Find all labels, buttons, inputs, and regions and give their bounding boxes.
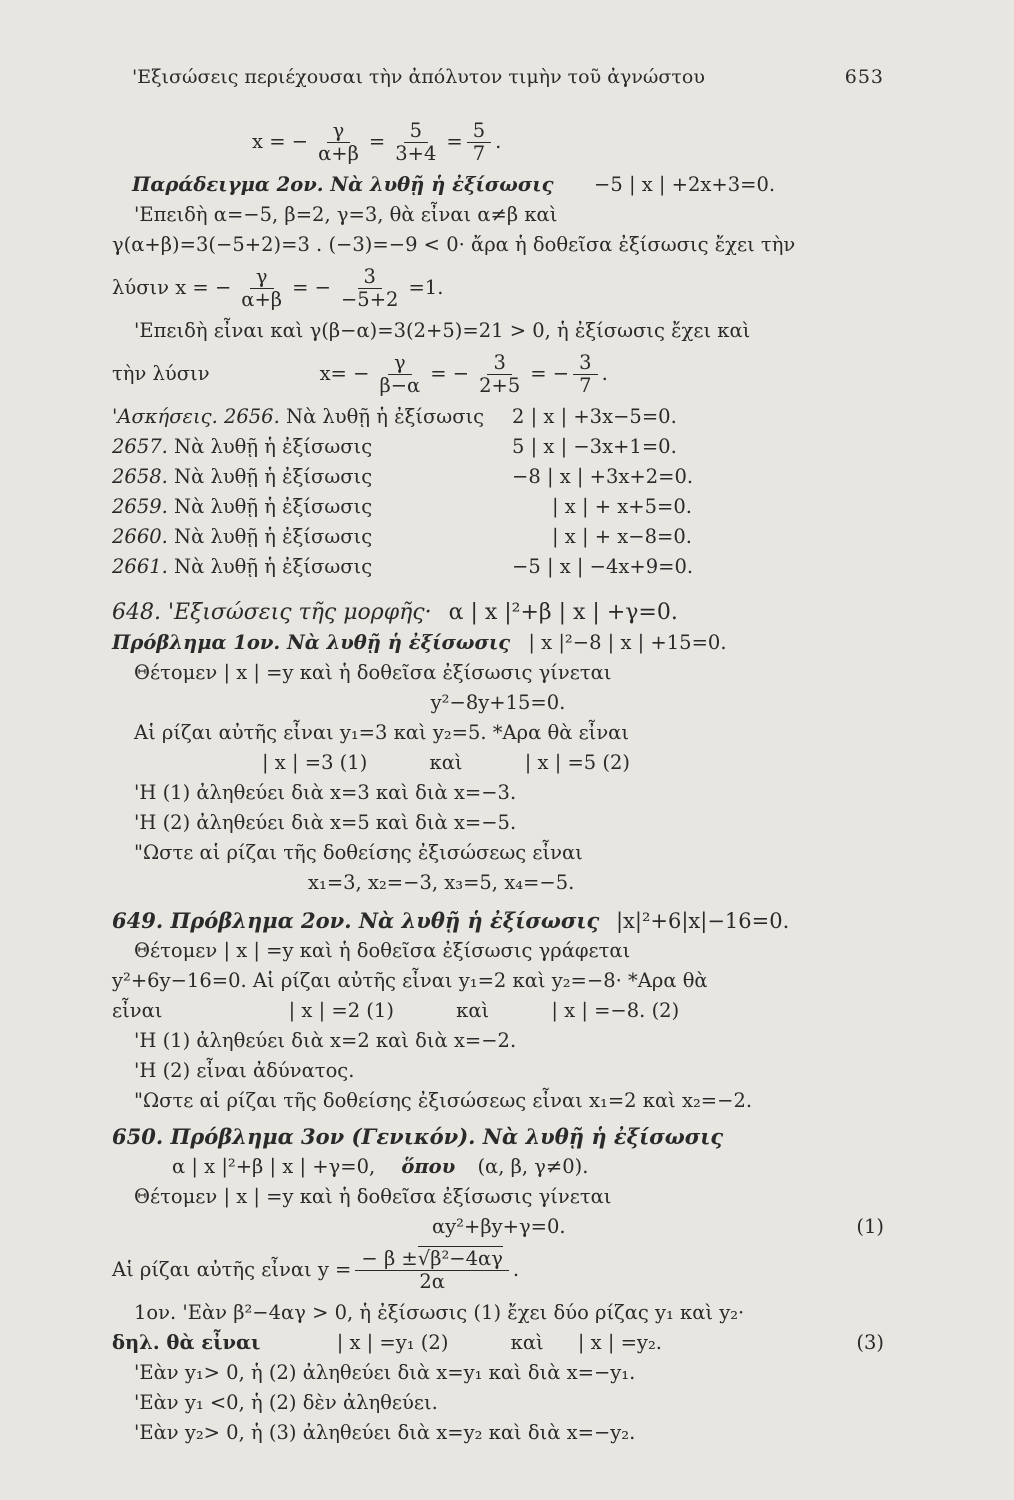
math-text: | x | =−8. (2): [551, 999, 680, 1022]
math-text: = −: [292, 276, 331, 299]
text-line: Θέτομεν | x | =y καὶ ἡ δοθεῖσα ἐξίσωσις γίνεται: [134, 661, 612, 684]
exercise-equation: 2 | x | +3x−5=0.: [512, 405, 677, 428]
section-title: 649. Πρόβλημα 2ον. Νὰ λυθῇ ἡ ἐξίσωσις: [112, 908, 600, 933]
text-line: 'Η (1) ἀληθεύει διὰ x=2 καὶ διὰ x=−2.: [134, 1029, 517, 1052]
exercise-text: Νὰ λυθῇ ἡ ἐξίσωσις: [174, 525, 373, 548]
fraction: [473, 352, 526, 397]
text-line: 'Η (1) ἀληθεύει διὰ x=3 καὶ διὰ x=−3.: [134, 781, 517, 804]
problem-equation: | x |²−8 | x | +15=0.: [528, 631, 727, 654]
denominator: −5+2: [340, 287, 399, 311]
math-text: ὅπου: [401, 1155, 456, 1178]
exercise-label: 'Ασκήσεις. 2656.: [112, 405, 280, 428]
math-text: καὶ: [456, 999, 490, 1022]
example-title: Παράδειγμα 2ον. Νὰ λυθῇ ἡ ἐξίσωσις: [132, 173, 554, 196]
problem-heading: [112, 628, 884, 658]
denominator: 2α: [419, 1269, 445, 1293]
numerator: γ: [327, 120, 351, 143]
math-text: καὶ: [429, 751, 463, 774]
fraction: [355, 1248, 508, 1293]
math-text: x= −: [319, 362, 370, 385]
numerator: 3: [573, 352, 597, 375]
exercise-equation: | x | + x−8=0.: [552, 525, 692, 548]
fraction: [389, 120, 442, 165]
text-line: 'Επειδὴ εἶναι καὶ γ(β−α)=3(2+5)=21 > 0, ἡ ἐξίσωσις ἔχει καὶ: [134, 319, 751, 342]
math-text: Αἱ ρίζαι αὐτῆς εἶναι y =: [112, 1258, 352, 1281]
equation-line: [112, 1242, 884, 1298]
example-heading: [112, 170, 884, 200]
exercise-text: Νὰ λυθῇ ἡ ἐξίσωσις: [174, 555, 373, 578]
exercise-label: 2661.: [112, 555, 168, 578]
exercise-equation: −5 | x | −4x+9=0.: [512, 555, 694, 578]
denominator: 2+5: [479, 373, 521, 397]
numerator: γ: [388, 352, 412, 375]
exercise-label: 2658.: [112, 465, 168, 488]
math-text: | x | =5 (2): [524, 751, 631, 774]
exercise-item: [112, 522, 884, 552]
equation-line: [112, 260, 884, 316]
text-line: "Ωστε αἱ ρίζαι τῆς δοθείσης ἐξισώσεως εἶναι x₁=2 καὶ x₂=−2.: [134, 1089, 753, 1112]
fraction: [235, 266, 288, 311]
math-text: αy²+βy+γ=0.: [432, 1215, 566, 1238]
exercise-list: [112, 402, 884, 582]
section-equation: |x|²+6|x|−16=0.: [615, 909, 790, 933]
math-text: = −: [530, 362, 570, 385]
numerator: 5: [467, 120, 491, 143]
exercise-equation: −8 | x | +3x+2=0.: [512, 465, 694, 488]
section-equation: α | x |²+β | x | +γ=0.: [448, 600, 678, 625]
text-line: Αἱ ρίζαι αὐτῆς εἶναι y₁=3 καὶ y₂=5. *Αρα θὰ εἶναι: [134, 721, 629, 744]
exercise-item: [112, 402, 884, 432]
math-text: καὶ: [510, 1331, 544, 1354]
math-text: τὴν λύσιν: [112, 362, 210, 385]
exercise-equation: | x | + x+5=0.: [552, 495, 692, 518]
exercise-text: Νὰ λυθῇ ἡ ἐξίσωσις: [286, 405, 485, 428]
fraction: [573, 352, 597, 397]
text-line: 'Εὰν y₁> 0, ἡ (2) ἀληθεύει διὰ x=y₁ καὶ διὰ x=−y₁.: [134, 1361, 636, 1384]
section-title: 650. Πρόβλημα 3ον (Γενικόν). Νὰ λυθῇ ἡ ἐξίσωσις: [112, 1124, 724, 1149]
denominator: α+β: [241, 287, 283, 311]
text-line: 'Η (2) ἀληθεύει διὰ x=5 καὶ διὰ x=−5.: [134, 811, 517, 834]
text-line: 'Επειδὴ α=−5, β=2, γ=3, θὰ εἶναι α≠β καὶ: [134, 203, 558, 226]
page-number: 653: [844, 66, 884, 88]
numerator: 3: [358, 266, 382, 289]
denominator: 3+4: [395, 141, 437, 165]
equation-line: x₁=3, x₂=−3, x₃=5, x₄=−5.: [308, 871, 575, 894]
math-text: .: [601, 362, 608, 385]
math-text: .: [495, 130, 502, 153]
exercise-equation: 5 | x | −3x+1=0.: [512, 435, 677, 458]
math-text: | x | =2 (1): [288, 999, 394, 1022]
math-text: x = −: [252, 130, 309, 153]
running-title: 'Εξισώσεις περιέχουσαι τὴν ἀπόλυτον τιμὴν τοῦ ἀγνώστου: [132, 66, 705, 88]
fraction: [467, 120, 491, 165]
math-text: | x | =3 (1): [262, 751, 368, 774]
section-title: 648. 'Εξισώσεις τῆς μορφῆς·: [112, 600, 432, 625]
exercise-item: [112, 462, 884, 492]
text-line: Θέτομεν | x | =y καὶ ἡ δοθεῖσα ἐξίσωσις γράφεται: [134, 939, 631, 962]
exercise-text: Νὰ λυθῇ ἡ ἐξίσωσις: [174, 465, 373, 488]
text-line: "Ωστε αἱ ρίζαι τῆς δοθείσης ἐξισώσεως εἶναι: [134, 841, 583, 864]
math-text: − β ±: [361, 1246, 418, 1270]
numerator: 5: [404, 120, 428, 143]
fraction: [335, 266, 405, 311]
equation-line: [112, 748, 884, 778]
fraction: [373, 352, 426, 397]
fraction: [312, 120, 365, 165]
exercise-text: Νὰ λυθῇ ἡ ἐξίσωσις: [174, 495, 373, 518]
math-text: .: [512, 1258, 520, 1281]
exercise-item: [112, 552, 884, 582]
example-equation: −5 | x | +2x+3=0.: [594, 173, 776, 196]
exercise-item: [112, 432, 884, 462]
math-text: εἶναι: [112, 999, 163, 1022]
equation-line: [112, 1152, 884, 1182]
page-header: [112, 62, 884, 92]
equation-line: [112, 1328, 884, 1358]
section-heading-649: [112, 906, 884, 936]
math-text: =: [446, 130, 463, 153]
exercise-label: 2657.: [112, 435, 168, 458]
section-heading-648: [112, 598, 884, 628]
exercise-text: Νὰ λυθῇ ἡ ἐξίσωσις: [174, 435, 373, 458]
math-text: =: [368, 130, 386, 153]
denominator: 7: [472, 141, 486, 165]
math-text: =1.: [408, 276, 444, 299]
math-text: | x | =y₁ (2): [336, 1331, 449, 1354]
denominator: 7: [579, 373, 592, 397]
equation-line: [112, 346, 884, 402]
equation-line: [112, 114, 884, 170]
text-line: 'Εὰν y₁ <0, ἡ (2) δὲν ἀληθεύει.: [134, 1391, 438, 1414]
math-text: (α, β, γ≠0).: [477, 1155, 589, 1178]
numerator: [355, 1248, 508, 1271]
equation-line: y²−8y+15=0.: [430, 691, 566, 714]
numerator: 3: [487, 352, 511, 375]
exercise-label: 2659.: [112, 495, 168, 518]
exercise-item: [112, 492, 884, 522]
equation-line: [112, 1212, 884, 1242]
text-line: 1ον. 'Εὰν β²−4αγ > 0, ἡ ἐξίσωσις (1) ἔχει δύο ρίζας y₁ καὶ y₂·: [134, 1301, 745, 1324]
math-text: δηλ. θὰ εἶναι: [112, 1331, 261, 1354]
numerator: γ: [250, 266, 274, 289]
equation-number: (3): [856, 1331, 884, 1354]
equation-number: (1): [856, 1215, 884, 1238]
math-text: | x | =y₂.: [577, 1331, 662, 1354]
text-line: γ(α+β)=3(−5+2)=3 . (−3)=−9 < 0· ἄρα ἡ δοθεῖσα ἐξίσωσις ἔχει τὴν: [112, 233, 796, 256]
math-text: α | x |²+β | x | +γ=0,: [172, 1155, 376, 1178]
text-line: 'Εὰν y₂> 0, ἡ (3) ἀληθεύει διὰ x=y₂ καὶ διὰ x=−y₂.: [134, 1421, 636, 1444]
denominator: β−α: [379, 373, 421, 397]
text-line: Θέτομεν | x | =y καὶ ἡ δοθεῖσα ἐξίσωσις γίνεται: [134, 1185, 612, 1208]
exercise-label: 2660.: [112, 525, 168, 548]
text-line: 'Η (2) εἶναι ἀδύνατος.: [134, 1059, 355, 1082]
math-text: λύσιν x = −: [112, 276, 232, 299]
section-heading-650: [112, 1122, 884, 1152]
equation-line: [112, 996, 884, 1026]
radical: √β²−4αγ: [417, 1246, 503, 1270]
problem-title: Πρόβλημα 1ον. Νὰ λυθῇ ἡ ἐξίσωσις: [112, 631, 511, 654]
math-text: = −: [430, 362, 470, 385]
denominator: α+β: [318, 141, 359, 165]
text-line: y²+6y−16=0. Αἱ ρίζαι αὐτῆς εἶναι y₁=2 καὶ y₂=−8· *Αρα θὰ: [112, 969, 708, 992]
